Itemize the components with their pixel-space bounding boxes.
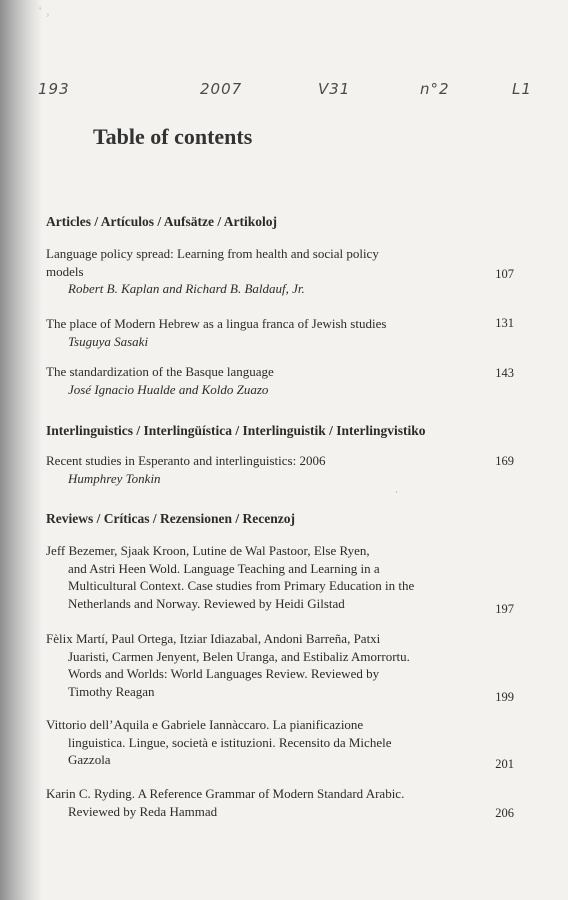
page-number: 143	[495, 366, 514, 380]
toc-entry	[46, 245, 466, 298]
page-number: 197	[495, 602, 514, 616]
entry-continuation: Juaristi, Carmen Jenyent, Belen Uranga, and Estibaliz Amorrortu.	[68, 648, 410, 664]
section-heading-articles: Articles / Artículos / Aufsätze / Artikoloj	[46, 214, 277, 229]
toc-entry	[46, 452, 466, 487]
entry-continuation: and Astri Heen Wold. Language Teaching and Learning in a	[68, 560, 380, 576]
page-title: Table of contents	[93, 124, 253, 149]
entry-title-line: The standardization of the Basque language	[46, 364, 274, 379]
entry-continuation: Gazzola	[68, 752, 111, 767]
entry-continuation: linguistica. Lingue, società e istituzioni. Recensito da Michele	[68, 734, 392, 750]
page-number: 131	[495, 316, 514, 330]
entry-continuation: Multicultural Context. Case studies from Primary Education in the	[68, 578, 415, 593]
toc-entry	[46, 785, 466, 820]
speck-mark: ·	[395, 488, 398, 497]
entry-authors: Tsuguya Sasaki	[68, 333, 149, 349]
handwritten-note-3: V31	[318, 80, 351, 98]
page-number: 199	[495, 690, 514, 704]
toc-entry	[46, 363, 466, 398]
toc-entry	[46, 542, 466, 612]
toc-entry	[46, 315, 466, 350]
entry-authors: José Ignacio Hualde and Koldo Zuazo	[68, 381, 269, 397]
toc-entry	[46, 716, 466, 769]
page-number: 169	[495, 454, 514, 468]
entry-continuation: Reviewed by Reda Hammad	[68, 803, 218, 819]
section-heading-interlinguistics: Interlinguistics / Interlingüística / Interlinguistik / Interlingvistiko	[46, 423, 426, 438]
entry-first-line: Vittorio dell’Aquila e Gabriele Iannàccaro. La pianificazione	[46, 717, 364, 732]
entry-continuation: Timothy Reagan	[68, 683, 155, 699]
entry-continuation: Netherlands and Norway. Reviewed by Heidi Gilstad	[68, 595, 345, 611]
top-margin-mark: ‘ ,	[38, 4, 50, 19]
entry-first-line: Karin C. Ryding. A Reference Grammar of Modern Standard Arabic.	[46, 786, 405, 801]
entry-first-line: Jeff Bezemer, Sjaak Kroon, Lutine de Wal Pastoor, Else Ryen,	[46, 543, 370, 558]
entry-title-line: Recent studies in Esperanto and interlinguistics: 2006	[46, 453, 326, 468]
entry-title-line: Language policy spread: Learning from health and social policy	[46, 246, 379, 261]
handwritten-note-4: n°2	[420, 80, 450, 98]
handwritten-note-2: 2007	[200, 80, 243, 98]
toc-entry	[46, 630, 466, 700]
entry-continuation: Words and Worlds: World Languages Review. Reviewed by	[68, 666, 380, 681]
page-number: 107	[495, 267, 514, 281]
section-heading-reviews: Reviews / Críticas / Rezensionen / Recenzoj	[46, 511, 295, 526]
handwritten-note-1: 193	[38, 80, 70, 98]
entry-title-line: models	[46, 263, 84, 279]
page-gutter-shadow	[0, 0, 42, 900]
entry-title-line: The place of Modern Hebrew as a lingua franca of Jewish studies	[46, 316, 387, 331]
entry-authors: Humphrey Tonkin	[68, 470, 161, 486]
entry-first-line: Fèlix Martí, Paul Ortega, Itziar Idiazabal, Andoni Barreña, Patxi	[46, 631, 381, 646]
page-number: 201	[495, 757, 514, 771]
handwritten-note-5: L1	[512, 80, 532, 98]
entry-authors: Robert B. Kaplan and Richard B. Baldauf, Jr.	[68, 281, 305, 296]
page-number: 206	[495, 806, 514, 820]
